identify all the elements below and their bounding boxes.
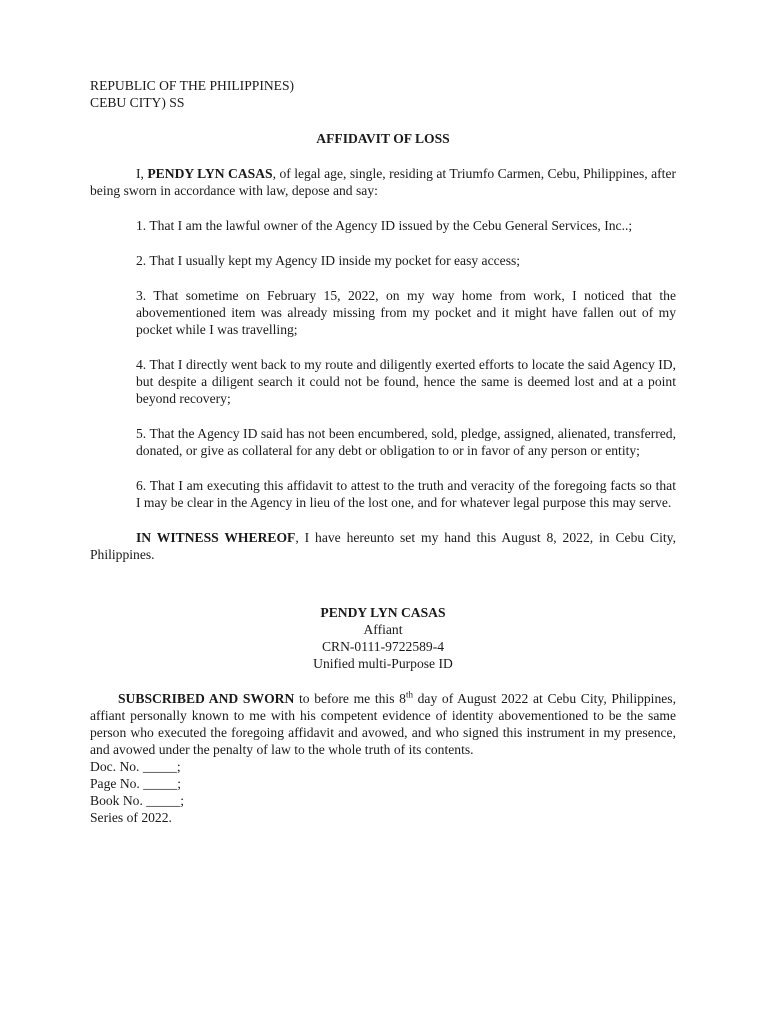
item-4: 4. That I directly went back to my route and diligently exerted efforts to locate the said Agency ID, but despite a diligent search it could not be found, hence the same is deemed lost and at a point beyond recovery;: [136, 357, 676, 406]
signature-id-type: Unified multi-Purpose ID: [313, 656, 453, 671]
intro-paragraph: [90, 165, 676, 199]
jurat-text-1: to before me this 8: [294, 691, 406, 706]
affiant-name-inline: PENDY LYN CASAS: [147, 166, 273, 181]
signature-role: Affiant: [363, 622, 403, 637]
item-5: 5. That the Agency ID said has not been encumbered, sold, pledge, assigned, alienated, transferred, donated, or give as collateral for any debt or obligation to or in favor of any person or entity;: [136, 426, 676, 458]
jurat-paragraph: [90, 690, 676, 758]
document-title: AFFIDAVIT OF LOSS: [316, 131, 450, 146]
notarial-page-no: Page No. _____;: [90, 776, 181, 791]
item-2: 2. That I usually kept my Agency ID inside my pocket for easy access;: [136, 253, 521, 268]
affidavit-document: [90, 77, 676, 826]
intro-prefix: I,: [136, 166, 148, 181]
signature-crn: CRN-0111-9722589-4: [321, 639, 445, 654]
jurat-text-2: day of August 2022 at Cebu City, Philippines, affiant personally known to me with his competent evidence of identity abovementioned to be the same person who executed the foregoing affidavit and avowed, and who signed this instrument in my presence, and avowed under the penalty of law to the whole truth of its contents.: [90, 691, 676, 757]
witness-text: , I have hereunto set my hand this August 8, 2022, in Cebu City, Philippines.: [90, 530, 676, 562]
signature-name: PENDY LYN CASAS: [320, 605, 446, 620]
item-3: 3. That sometime on February 15, 2022, on my way home from work, I noticed that the abovementioned item was already missing from my pocket and it might have fallen out of my pocket while I was travelling;: [136, 288, 676, 337]
venue-line-city: CEBU CITY) SS: [90, 95, 185, 110]
intro-text: , of legal age, single, residing at Triumfo Carmen, Cebu, Philippines, after being sworn in accordance with law, depose and say:: [90, 166, 676, 198]
witness-paragraph: [90, 529, 676, 563]
venue-line-republic: REPUBLIC OF THE PHILIPPINES): [90, 78, 295, 93]
notarial-doc-no: Doc. No. _____;: [90, 759, 181, 774]
item-1: 1. That I am the lawful owner of the Agency ID issued by the Cebu General Services, Inc..;: [136, 218, 633, 233]
jurat-ordinal: th: [405, 689, 413, 700]
witness-heading: IN WITNESS WHEREOF: [136, 530, 296, 545]
notarial-book-no: Book No. _____;: [90, 793, 185, 808]
jurat-heading: SUBSCRIBED AND SWORN: [118, 691, 295, 706]
item-6: 6. That I am executing this affidavit to attest to the truth and veracity of the foregoing facts so that I may be clear in the Agency in lieu of the lost one, and for whatever legal purpose this may serve.: [136, 478, 676, 510]
notarial-series: Series of 2022.: [90, 810, 172, 825]
